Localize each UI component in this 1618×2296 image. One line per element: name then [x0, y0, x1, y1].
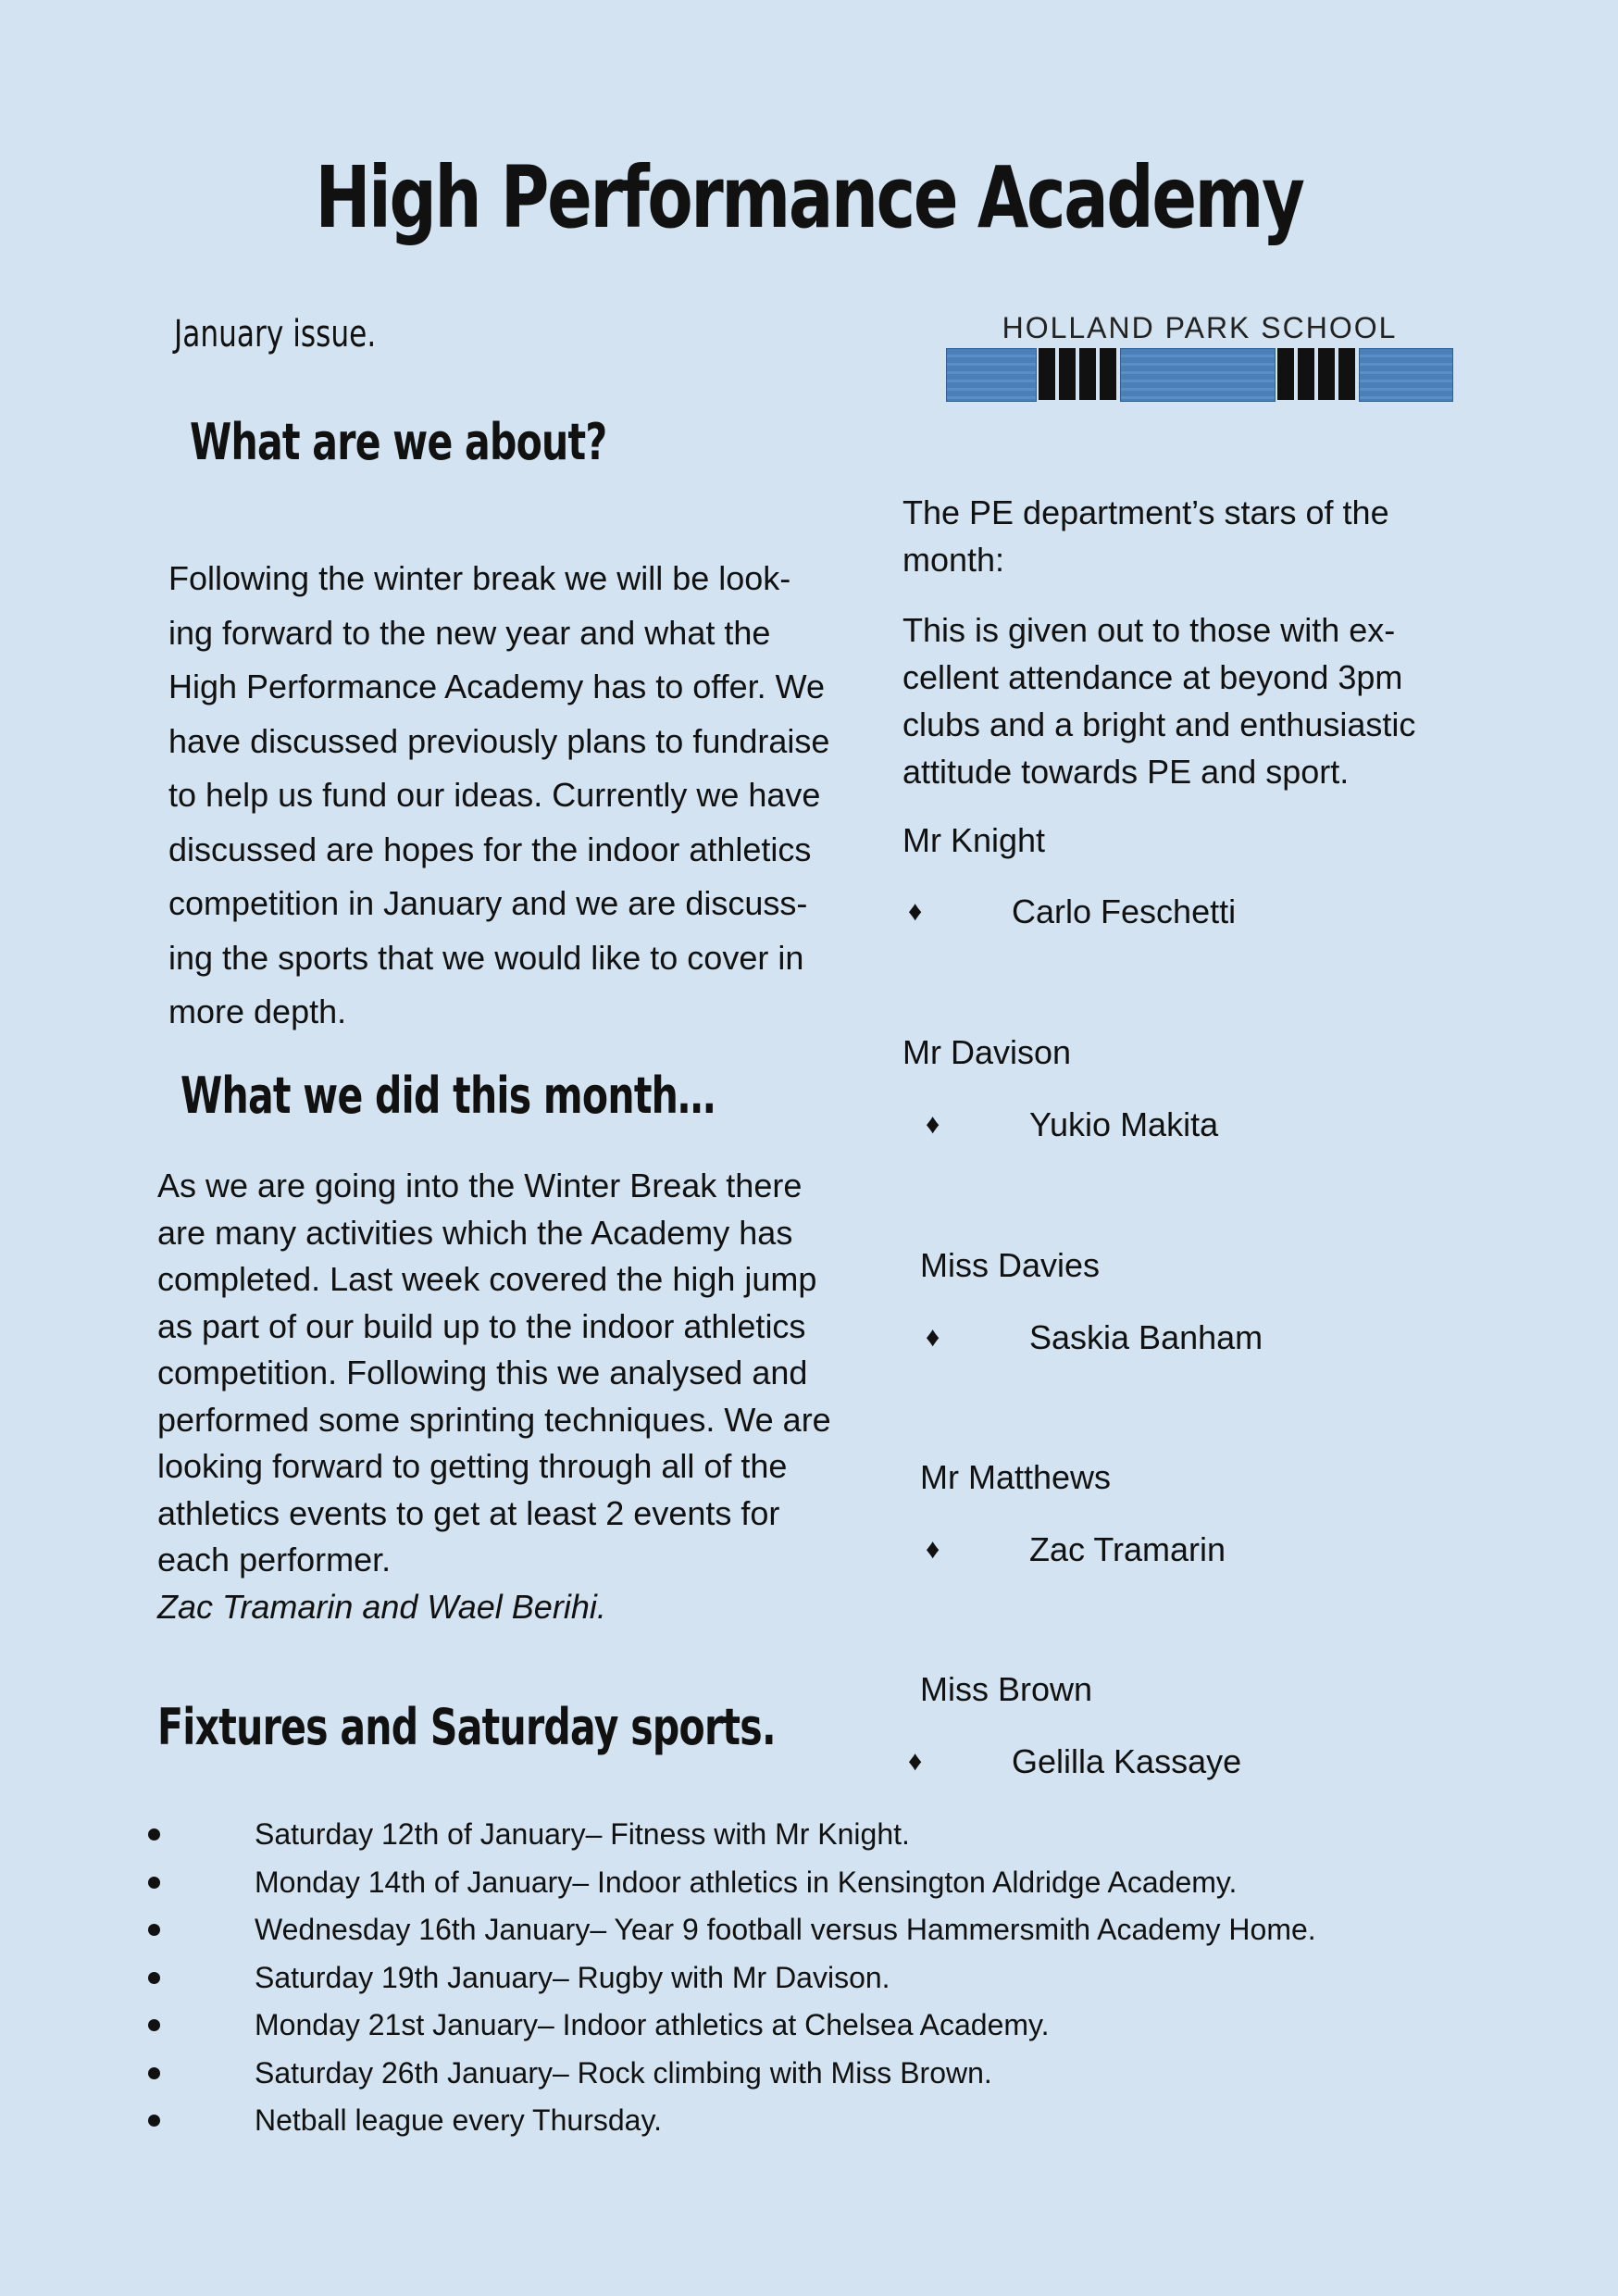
text-line: are many activities which the Academy has: [157, 1213, 793, 1252]
logo-stripe-black: [1338, 348, 1355, 400]
award-teacher: Miss Davies: [920, 1246, 1101, 1284]
logo-stripe-black: [1059, 348, 1076, 400]
award-student: Saskia Banham: [1029, 1318, 1263, 1356]
award-teacher: Mr Matthews: [920, 1458, 1112, 1496]
diamond-bullet-icon: ♦: [926, 1109, 940, 1140]
logo-stripe-black: [1100, 348, 1116, 400]
logo-stripe-black: [1277, 348, 1294, 400]
logo-stripe-black: [1318, 348, 1335, 400]
text-line: cellent attendance at beyond 3pm: [902, 658, 1403, 696]
fixtures-list: [148, 1811, 1316, 2145]
award-teacher: Miss Brown: [920, 1670, 1093, 1708]
list-item: [148, 1906, 1316, 1954]
fixture-text: Saturday 26th January– Rock climbing with Miss Brown.: [255, 2055, 992, 2090]
about-paragraph: [168, 552, 881, 1040]
text-line: discussed are hopes for the indoor athletics: [168, 830, 812, 868]
logo-stripe-black: [1298, 348, 1314, 400]
text-line: performed some sprinting techniques. We are: [157, 1400, 831, 1439]
text-line: clubs and a bright and enthusiastic: [902, 705, 1416, 743]
bullet-icon: [148, 2019, 160, 2031]
school-logo: [942, 311, 1457, 404]
diamond-bullet-icon: ♦: [926, 1322, 940, 1353]
logo-stripe-black: [1039, 348, 1055, 400]
text-line: The PE department’s stars of the: [902, 493, 1389, 531]
byline: Zac Tramarin and Wael Berihi.: [157, 1587, 606, 1626]
logo-stripe-black: [1079, 348, 1096, 400]
bullet-icon: [148, 2067, 160, 2079]
bullet-icon: [148, 1828, 160, 1841]
logo-stripe-blue: [946, 348, 1037, 402]
text-line: competition in January and we are discuss-: [168, 884, 808, 922]
fixture-text: Saturday 12th of January– Fitness with Mr Knight.: [255, 1817, 910, 1851]
award-teacher: Mr Davison: [902, 1033, 1072, 1071]
month-heading: What we did this month…: [180, 1067, 716, 1125]
text-line: have discussed previously plans to fundraise: [168, 721, 830, 760]
fixture-text: Netball league every Thursday.: [255, 2103, 662, 2137]
month-paragraph: [157, 1163, 898, 1630]
text-line: completed. Last week covered the high jump: [157, 1260, 817, 1298]
bullet-icon: [148, 1877, 160, 1889]
award-student: Gelilla Kassaye: [1012, 1742, 1242, 1780]
stars-intro: [902, 489, 1476, 583]
fixture-text: Monday 21st January– Indoor athletics at Chelsea Academy.: [255, 2008, 1050, 2041]
bullet-icon: [148, 1972, 160, 1984]
text-line: ing the sports that we would like to cover in: [168, 938, 804, 977]
text-line: month:: [902, 541, 1005, 579]
text-line: athletics events to get at least 2 events for: [157, 1493, 780, 1532]
list-item: [148, 2002, 1316, 2050]
text-line: Following the winter break we will be look-: [168, 559, 791, 597]
diamond-bullet-icon: ♦: [926, 1534, 940, 1565]
list-item: [148, 1954, 1316, 2003]
text-line: more depth.: [168, 992, 347, 1030]
text-line: as part of our build up to the indoor athletics: [157, 1306, 806, 1345]
logo-stripe-blue: [1359, 348, 1453, 402]
text-line: competition. Following this we analysed and: [157, 1354, 808, 1391]
list-item: [148, 1811, 1316, 1859]
diamond-bullet-icon: ♦: [908, 896, 923, 927]
fixtures-heading: Fixtures and Saturday sports.: [157, 1698, 776, 1756]
fixture-text: Monday 14th of January– Indoor athletics in Kensington Aldridge Academy.: [255, 1865, 1238, 1899]
text-line: to help us fund our ideas. Currently we have: [168, 776, 821, 814]
list-item: [148, 1859, 1316, 1907]
list-item: [148, 2050, 1316, 2098]
text-line: each performer.: [157, 1541, 392, 1578]
issue-label: January issue.: [174, 313, 377, 356]
award-teacher: Mr Knight: [902, 821, 1046, 859]
award-student: Carlo Feschetti: [1012, 892, 1237, 930]
bullet-icon: [148, 2115, 160, 2127]
text-line: This is given out to those with ex-: [902, 611, 1396, 649]
award-student: Zac Tramarin: [1029, 1530, 1226, 1568]
fixture-text: Wednesday 16th January– Year 9 football versus Hammersmith Academy Home.: [255, 1913, 1316, 1946]
fixture-text: Saturday 19th January– Rugby with Mr Davison.: [255, 1960, 890, 1994]
text-line: ing forward to the new year and what the: [168, 613, 771, 652]
text-line: attitude towards PE and sport.: [902, 753, 1350, 791]
list-item: [148, 2097, 1316, 2145]
text-line: As we are going into the Winter Break there: [157, 1167, 803, 1204]
stars-description: [902, 606, 1495, 795]
text-line: looking forward to getting through all of the: [157, 1447, 788, 1485]
bullet-icon: [148, 1924, 160, 1936]
diamond-bullet-icon: ♦: [908, 1746, 923, 1777]
logo-stripe-blue: [1120, 348, 1276, 402]
text-line: High Performance Academy has to offer. We: [168, 668, 826, 705]
page-title: High Performance Academy: [315, 148, 1303, 247]
award-student: Yukio Makita: [1029, 1105, 1219, 1143]
logo-text: HOLLAND PARK SCHOOL: [1002, 311, 1398, 344]
about-heading: What are we about?: [190, 413, 607, 471]
